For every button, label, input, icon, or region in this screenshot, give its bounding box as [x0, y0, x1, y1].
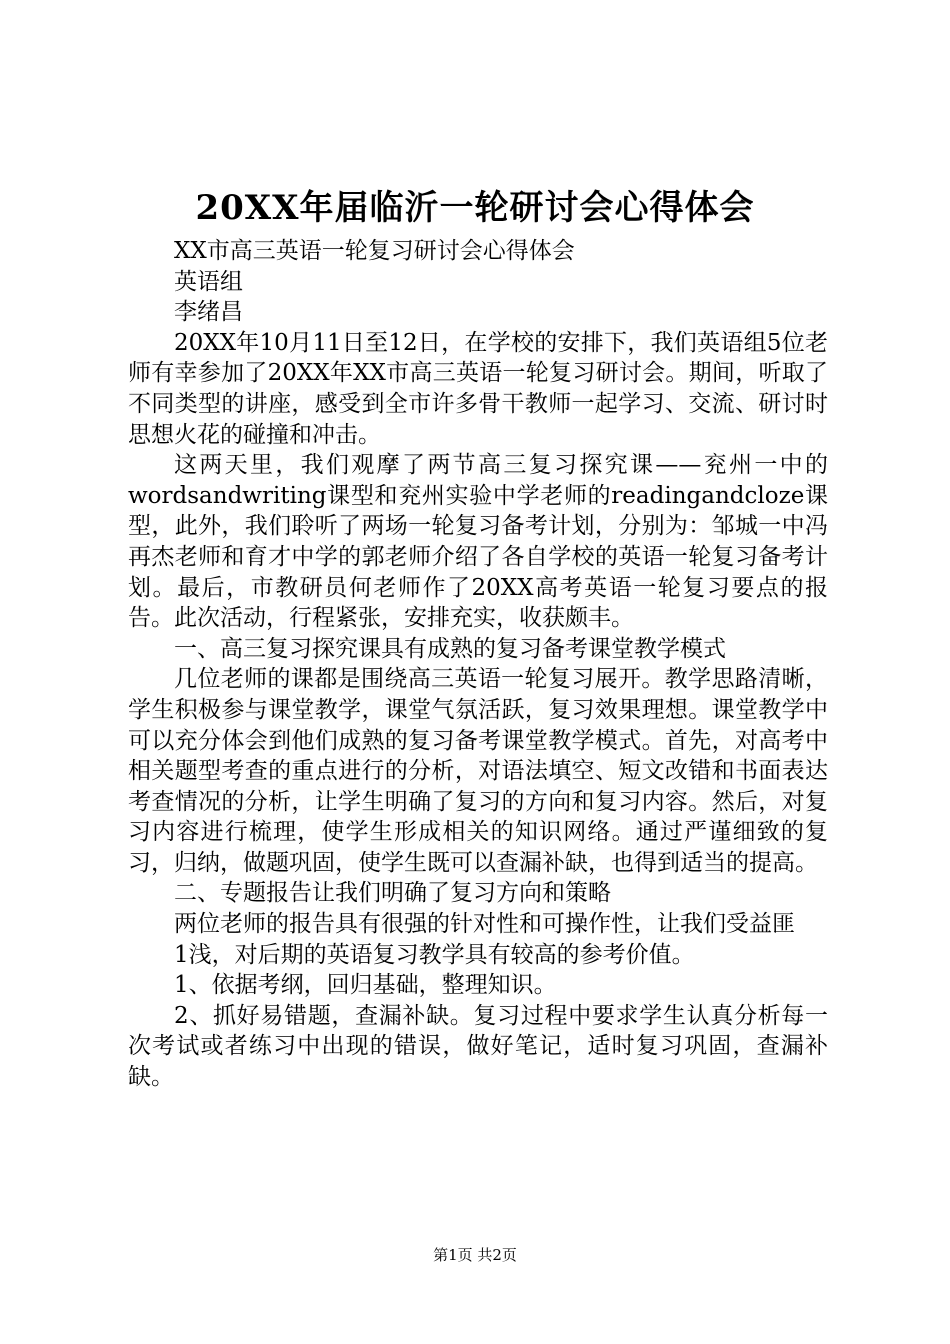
list-item: 1、依据考纲，回归基础，整理知识。	[174, 972, 557, 999]
list-item: 2、抓好易错题，查漏补缺。复习过程中要求学生认真分析每一次考试或者练习中出现的错误，做好笔记，适时复习巩固，查漏补缺。	[128, 1002, 828, 1091]
document-body	[128, 236, 828, 1093]
document-title: 20XX年届临沂一轮研讨会心得体会	[195, 188, 755, 228]
body-paragraph: 这两天里，我们观摩了两节高三复习探究课——兖州一中的wordsandwriting课型和兖州实验中学老师的readingandcloze课型，此外，我们聆听了两场一轮复习备考计划，分别为：邹城一中冯再杰老师和育才中学的郭老师介绍了各自学校的英语一轮复习备考计划。最后，市教研员何老师作了20XX高考英语一轮复习要点的报告。此次活动，行程紧张，安排充实，收获颇丰。	[128, 452, 828, 632]
body-paragraph: 20XX年10月11日至12日，在学校的安排下，我们英语组5位老师有幸参加了20XX年XX市高三英语一轮复习研讨会。期间，听取了不同类型的讲座，感受到全市许多骨干教师一起学习、交流、研讨时思想火花的碰撞和冲击。	[128, 329, 828, 448]
body-paragraph: 1浅，对后期的英语复习教学具有较高的参考价值。	[174, 941, 695, 968]
page-footer: 第1页 共2页	[433, 1246, 517, 1264]
subtitle-paragraph: XX市高三英语一轮复习研讨会心得体会	[174, 238, 575, 264]
section-heading: 二、专题报告让我们明确了复习方向和策略	[174, 880, 611, 907]
body-paragraph: 两位老师的报告具有很强的针对性和可操作性，让我们受益匪	[174, 911, 795, 938]
body-paragraph: 几位老师的课都是围绕高三英语一轮复习展开。教学思路清晰，学生积极参与课堂教学，课堂气氛活跃，复习效果理想。课堂教学中可以充分体会到他们成熟的复习备考课堂教学模式。首先，对高考中相关题型考查的重点进行的分析，对语法填空、短文改错和书面表达考查情况的分析，让学生明确了复习的方向和复习内容。然后，对复习内容进行梳理，使学生形成相关的知识网络。通过严谨细致的复习，归纳，做题巩固，使学生既可以查漏补缺，也得到适当的提高。	[128, 666, 828, 876]
section-heading: 一、高三复习探究课具有成熟的复习备考课堂教学模式	[174, 635, 726, 662]
author-name: 李绪昌	[174, 299, 243, 326]
group-name: 英语组	[174, 268, 243, 295]
